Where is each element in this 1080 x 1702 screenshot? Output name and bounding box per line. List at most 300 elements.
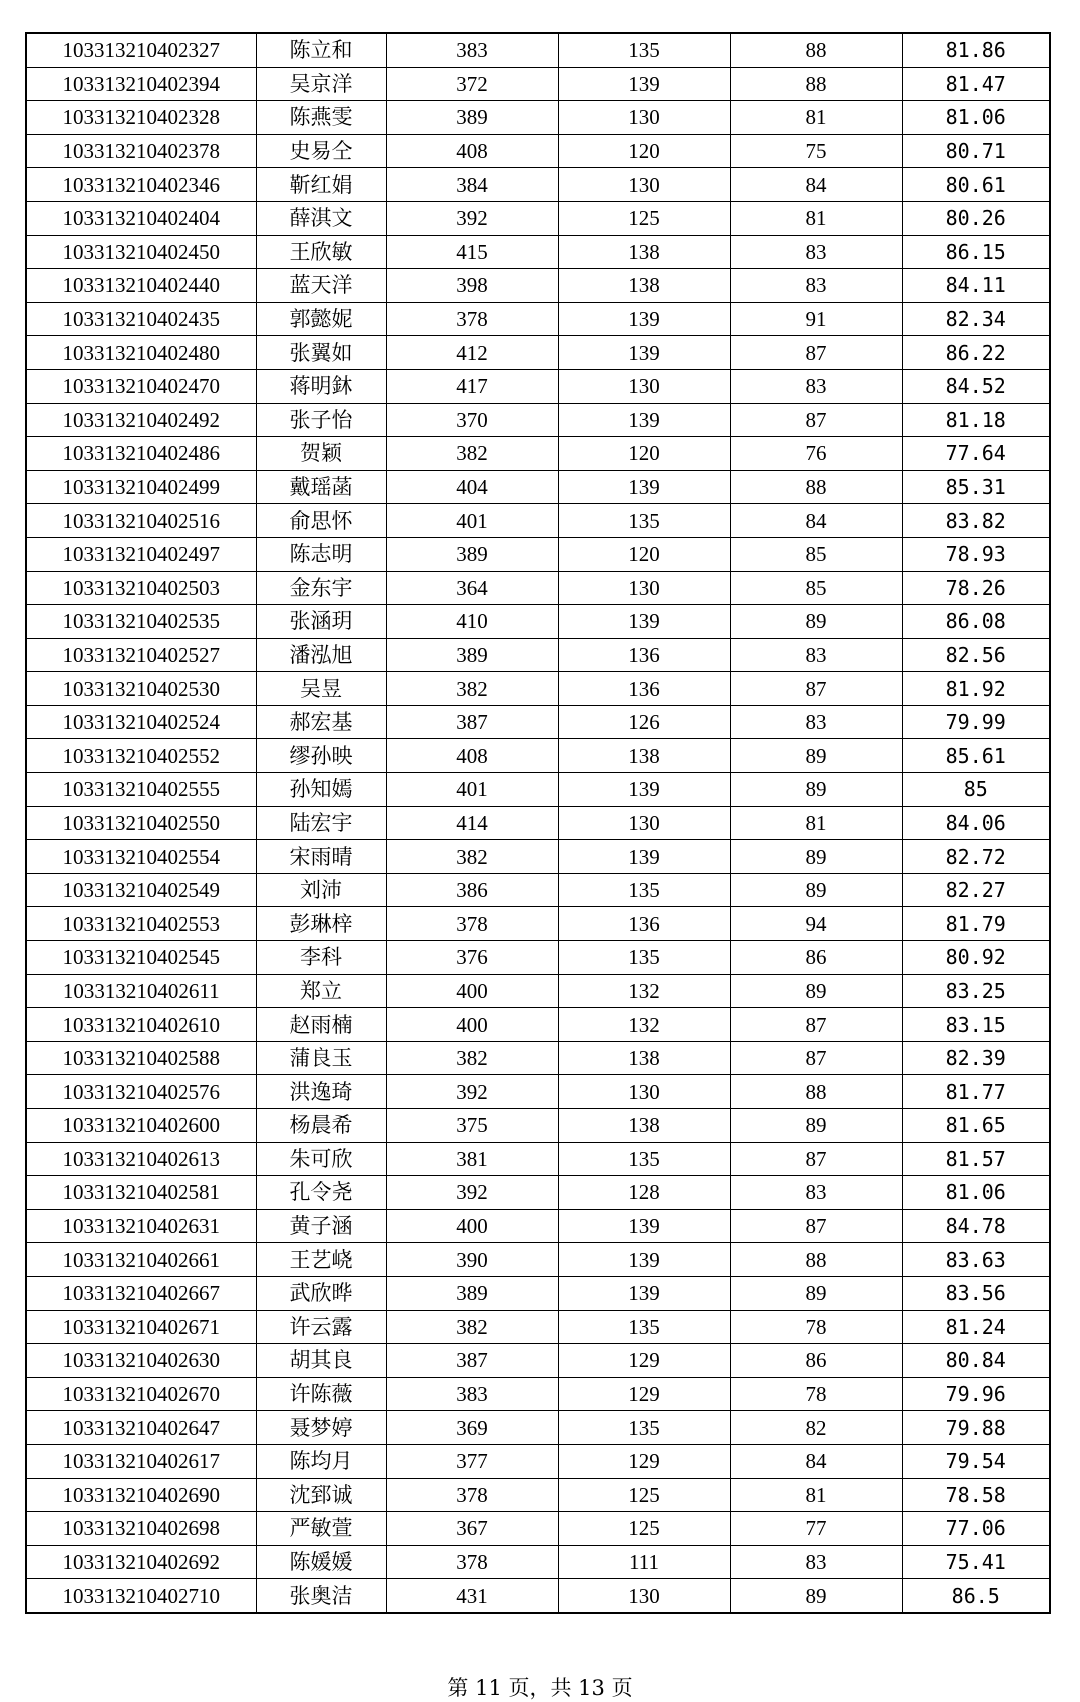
score-b-cell: 139 — [558, 302, 730, 336]
score-b-cell: 138 — [558, 269, 730, 303]
table-row — [26, 302, 1050, 336]
candidate-name-cell: 蓝天洋 — [256, 269, 386, 303]
candidate-name-cell: 陈志明 — [256, 537, 386, 571]
total-score-cell: 378 — [386, 907, 558, 941]
total-score-cell: 431 — [386, 1579, 558, 1613]
final-score-cell: 82.39 — [902, 1041, 1050, 1075]
score-b-cell: 130 — [558, 101, 730, 135]
table-row — [26, 1008, 1050, 1042]
final-score-cell: 84.11 — [902, 269, 1050, 303]
total-score-cell: 370 — [386, 403, 558, 437]
candidate-name-cell: 陈媛媛 — [256, 1545, 386, 1579]
candidate-id-cell: 103313210402499 — [26, 470, 256, 504]
candidate-id-cell: 103313210402550 — [26, 806, 256, 840]
table-row — [26, 1109, 1050, 1143]
score-b-cell: 130 — [558, 168, 730, 202]
table-row — [26, 907, 1050, 941]
total-score-cell: 408 — [386, 739, 558, 773]
total-score-cell: 387 — [386, 705, 558, 739]
score-b-cell: 125 — [558, 1512, 730, 1546]
table-row — [26, 840, 1050, 874]
final-score-cell: 81.86 — [902, 33, 1050, 67]
candidate-id-cell: 103313210402647 — [26, 1411, 256, 1445]
candidate-id-cell: 103313210402527 — [26, 638, 256, 672]
final-score-cell: 83.25 — [902, 974, 1050, 1008]
total-score-cell: 382 — [386, 672, 558, 706]
score-b-cell: 138 — [558, 1041, 730, 1075]
score-b-cell: 138 — [558, 235, 730, 269]
candidate-id-cell: 103313210402440 — [26, 269, 256, 303]
final-score-cell: 79.96 — [902, 1377, 1050, 1411]
total-score-cell: 378 — [386, 1478, 558, 1512]
candidate-name-cell: 严敏萱 — [256, 1512, 386, 1546]
total-score-cell: 389 — [386, 638, 558, 672]
total-score-cell: 378 — [386, 302, 558, 336]
final-score-cell: 82.56 — [902, 638, 1050, 672]
candidate-id-cell: 103313210402554 — [26, 840, 256, 874]
candidate-id-cell: 103313210402631 — [26, 1209, 256, 1243]
score-b-cell: 125 — [558, 201, 730, 235]
candidate-name-cell: 缪孙映 — [256, 739, 386, 773]
table-row — [26, 269, 1050, 303]
score-c-cell: 83 — [730, 369, 902, 403]
final-score-cell: 82.72 — [902, 840, 1050, 874]
final-score-cell: 81.47 — [902, 67, 1050, 101]
total-score-cell: 383 — [386, 33, 558, 67]
score-b-cell: 130 — [558, 1075, 730, 1109]
table-row — [26, 504, 1050, 538]
score-c-cell: 87 — [730, 403, 902, 437]
page-number-footer: 第 11 页，共 13 页 — [447, 1676, 633, 1700]
total-score-cell: 376 — [386, 941, 558, 975]
table-row — [26, 974, 1050, 1008]
candidate-name-cell: 孙知嫣 — [256, 773, 386, 807]
score-c-cell: 87 — [730, 1142, 902, 1176]
total-score-cell: 410 — [386, 605, 558, 639]
total-score-cell: 401 — [386, 504, 558, 538]
candidate-id-cell: 103313210402435 — [26, 302, 256, 336]
table-row — [26, 1209, 1050, 1243]
final-score-cell: 81.57 — [902, 1142, 1050, 1176]
score-b-cell: 129 — [558, 1444, 730, 1478]
table-row — [26, 638, 1050, 672]
score-c-cell: 82 — [730, 1411, 902, 1445]
candidate-name-cell: 赵雨楠 — [256, 1008, 386, 1042]
score-b-cell: 120 — [558, 437, 730, 471]
candidate-name-cell: 黄子涵 — [256, 1209, 386, 1243]
score-c-cell: 83 — [730, 235, 902, 269]
candidate-id-cell: 103313210402692 — [26, 1545, 256, 1579]
score-b-cell: 136 — [558, 638, 730, 672]
candidate-id-cell: 103313210402492 — [26, 403, 256, 437]
final-score-cell: 81.65 — [902, 1109, 1050, 1143]
table-row — [26, 336, 1050, 370]
final-score-cell: 81.92 — [902, 672, 1050, 706]
candidate-name-cell: 蒋明鈢 — [256, 369, 386, 403]
final-score-cell: 86.22 — [902, 336, 1050, 370]
score-b-cell: 120 — [558, 134, 730, 168]
score-b-cell: 130 — [558, 1579, 730, 1613]
final-score-cell: 78.93 — [902, 537, 1050, 571]
candidate-id-cell: 103313210402346 — [26, 168, 256, 202]
candidate-name-cell: 郭懿妮 — [256, 302, 386, 336]
final-score-cell: 83.82 — [902, 504, 1050, 538]
table-row — [26, 571, 1050, 605]
score-c-cell: 91 — [730, 302, 902, 336]
table-row — [26, 537, 1050, 571]
candidate-name-cell: 张涵玥 — [256, 605, 386, 639]
candidate-name-cell: 史易仝 — [256, 134, 386, 168]
score-b-cell: 138 — [558, 739, 730, 773]
final-score-cell: 79.88 — [902, 1411, 1050, 1445]
score-c-cell: 89 — [730, 873, 902, 907]
final-score-cell: 80.92 — [902, 941, 1050, 975]
candidate-id-cell: 103313210402328 — [26, 101, 256, 135]
candidate-id-cell: 103313210402617 — [26, 1444, 256, 1478]
score-c-cell: 78 — [730, 1310, 902, 1344]
score-b-cell: 111 — [558, 1545, 730, 1579]
final-score-cell: 79.54 — [902, 1444, 1050, 1478]
table-row — [26, 67, 1050, 101]
score-b-cell: 130 — [558, 571, 730, 605]
score-b-cell: 135 — [558, 1142, 730, 1176]
score-c-cell: 89 — [730, 1276, 902, 1310]
final-score-cell: 81.79 — [902, 907, 1050, 941]
table-row — [26, 806, 1050, 840]
total-score-cell: 417 — [386, 369, 558, 403]
candidate-name-cell: 郑立 — [256, 974, 386, 1008]
final-score-cell: 81.24 — [902, 1310, 1050, 1344]
total-score-cell: 386 — [386, 873, 558, 907]
table-row — [26, 672, 1050, 706]
candidate-name-cell: 金东宇 — [256, 571, 386, 605]
score-c-cell: 87 — [730, 672, 902, 706]
score-c-cell: 89 — [730, 739, 902, 773]
candidate-id-cell: 103313210402480 — [26, 336, 256, 370]
total-score-cell: 384 — [386, 168, 558, 202]
total-score-cell: 392 — [386, 1075, 558, 1109]
score-c-cell: 89 — [730, 605, 902, 639]
candidate-id-cell: 103313210402600 — [26, 1109, 256, 1143]
table-row — [26, 1176, 1050, 1210]
score-c-cell: 83 — [730, 1176, 902, 1210]
score-c-cell: 87 — [730, 336, 902, 370]
candidate-id-cell: 103313210402610 — [26, 1008, 256, 1042]
candidate-name-cell: 武欣晔 — [256, 1276, 386, 1310]
final-score-cell: 81.06 — [902, 101, 1050, 135]
candidate-name-cell: 潘泓旭 — [256, 638, 386, 672]
table-row — [26, 941, 1050, 975]
candidate-name-cell: 吴昱 — [256, 672, 386, 706]
candidate-id-cell: 103313210402670 — [26, 1377, 256, 1411]
table-row — [26, 1444, 1050, 1478]
candidate-name-cell: 戴瑶菡 — [256, 470, 386, 504]
table-row — [26, 1512, 1050, 1546]
score-b-cell: 139 — [558, 605, 730, 639]
total-score-cell: 382 — [386, 1041, 558, 1075]
score-c-cell: 78 — [730, 1377, 902, 1411]
final-score-cell: 78.58 — [902, 1478, 1050, 1512]
candidate-name-cell: 蒲良玉 — [256, 1041, 386, 1075]
score-c-cell: 89 — [730, 974, 902, 1008]
candidate-name-cell: 陆宏宇 — [256, 806, 386, 840]
candidate-id-cell: 103313210402524 — [26, 705, 256, 739]
candidate-id-cell: 103313210402661 — [26, 1243, 256, 1277]
candidate-id-cell: 103313210402516 — [26, 504, 256, 538]
score-b-cell: 139 — [558, 773, 730, 807]
final-score-cell: 75.41 — [902, 1545, 1050, 1579]
total-score-cell: 404 — [386, 470, 558, 504]
score-c-cell: 89 — [730, 1109, 902, 1143]
table-row — [26, 437, 1050, 471]
score-b-cell: 138 — [558, 1109, 730, 1143]
table-row — [26, 1344, 1050, 1378]
final-score-cell: 85.31 — [902, 470, 1050, 504]
score-c-cell: 88 — [730, 67, 902, 101]
score-b-cell: 139 — [558, 1209, 730, 1243]
candidate-name-cell: 王艺峣 — [256, 1243, 386, 1277]
score-c-cell: 88 — [730, 1075, 902, 1109]
final-score-cell: 84.52 — [902, 369, 1050, 403]
candidate-id-cell: 103313210402530 — [26, 672, 256, 706]
score-c-cell: 81 — [730, 101, 902, 135]
candidate-name-cell: 张翼如 — [256, 336, 386, 370]
score-table — [25, 32, 1051, 1614]
table-row — [26, 1276, 1050, 1310]
total-score-cell: 382 — [386, 840, 558, 874]
total-score-cell: 401 — [386, 773, 558, 807]
score-b-cell: 139 — [558, 1276, 730, 1310]
total-score-cell: 369 — [386, 1411, 558, 1445]
candidate-id-cell: 103313210402555 — [26, 773, 256, 807]
score-c-cell: 84 — [730, 504, 902, 538]
total-score-cell: 390 — [386, 1243, 558, 1277]
candidate-name-cell: 郝宏基 — [256, 705, 386, 739]
score-b-cell: 126 — [558, 705, 730, 739]
score-b-cell: 135 — [558, 1411, 730, 1445]
candidate-name-cell: 李科 — [256, 941, 386, 975]
total-score-cell: 367 — [386, 1512, 558, 1546]
score-c-cell: 86 — [730, 1344, 902, 1378]
score-b-cell: 128 — [558, 1176, 730, 1210]
candidate-id-cell: 103313210402613 — [26, 1142, 256, 1176]
total-score-cell: 389 — [386, 101, 558, 135]
score-c-cell: 81 — [730, 201, 902, 235]
candidate-id-cell: 103313210402671 — [26, 1310, 256, 1344]
total-score-cell: 400 — [386, 974, 558, 1008]
candidate-id-cell: 103313210402404 — [26, 201, 256, 235]
total-score-cell: 387 — [386, 1344, 558, 1378]
candidate-id-cell: 103313210402553 — [26, 907, 256, 941]
final-score-cell: 86.08 — [902, 605, 1050, 639]
score-b-cell: 139 — [558, 840, 730, 874]
final-score-cell: 85 — [902, 773, 1050, 807]
candidate-name-cell: 陈均月 — [256, 1444, 386, 1478]
final-score-cell: 81.18 — [902, 403, 1050, 437]
total-score-cell: 389 — [386, 1276, 558, 1310]
total-score-cell: 398 — [386, 269, 558, 303]
score-c-cell: 85 — [730, 537, 902, 571]
total-score-cell: 375 — [386, 1109, 558, 1143]
score-b-cell: 120 — [558, 537, 730, 571]
score-c-cell: 77 — [730, 1512, 902, 1546]
final-score-cell: 86.15 — [902, 235, 1050, 269]
score-b-cell: 139 — [558, 403, 730, 437]
final-score-cell: 78.26 — [902, 571, 1050, 605]
score-c-cell: 85 — [730, 571, 902, 605]
candidate-name-cell: 王欣敏 — [256, 235, 386, 269]
score-c-cell: 81 — [730, 806, 902, 840]
table-row — [26, 1075, 1050, 1109]
candidate-name-cell: 靳红娟 — [256, 168, 386, 202]
total-score-cell: 392 — [386, 1176, 558, 1210]
score-c-cell: 84 — [730, 1444, 902, 1478]
candidate-id-cell: 103313210402667 — [26, 1276, 256, 1310]
score-b-cell: 130 — [558, 806, 730, 840]
table-row — [26, 403, 1050, 437]
table-row — [26, 1310, 1050, 1344]
score-c-cell: 89 — [730, 1579, 902, 1613]
final-score-cell: 85.61 — [902, 739, 1050, 773]
candidate-name-cell: 吴京洋 — [256, 67, 386, 101]
score-b-cell: 135 — [558, 1310, 730, 1344]
final-score-cell: 82.34 — [902, 302, 1050, 336]
candidate-name-cell: 许云露 — [256, 1310, 386, 1344]
total-score-cell: 372 — [386, 67, 558, 101]
table-row — [26, 235, 1050, 269]
table-row — [26, 1411, 1050, 1445]
final-score-cell: 81.06 — [902, 1176, 1050, 1210]
score-b-cell: 135 — [558, 504, 730, 538]
candidate-id-cell: 103313210402535 — [26, 605, 256, 639]
candidate-name-cell: 俞思怀 — [256, 504, 386, 538]
table-row — [26, 605, 1050, 639]
total-score-cell: 392 — [386, 201, 558, 235]
table-row — [26, 1377, 1050, 1411]
candidate-name-cell: 刘沛 — [256, 873, 386, 907]
final-score-cell: 82.27 — [902, 873, 1050, 907]
table-row — [26, 101, 1050, 135]
score-c-cell: 94 — [730, 907, 902, 941]
final-score-cell: 81.77 — [902, 1075, 1050, 1109]
score-b-cell: 136 — [558, 672, 730, 706]
candidate-id-cell: 103313210402486 — [26, 437, 256, 471]
score-c-cell: 87 — [730, 1041, 902, 1075]
candidate-name-cell: 胡其良 — [256, 1344, 386, 1378]
score-table-body — [26, 33, 1050, 1613]
total-score-cell: 400 — [386, 1008, 558, 1042]
table-row — [26, 369, 1050, 403]
candidate-id-cell: 103313210402576 — [26, 1075, 256, 1109]
candidate-id-cell: 103313210402394 — [26, 67, 256, 101]
candidate-id-cell: 103313210402545 — [26, 941, 256, 975]
candidate-name-cell: 薛淇文 — [256, 201, 386, 235]
candidate-name-cell: 陈燕雯 — [256, 101, 386, 135]
candidate-id-cell: 103313210402611 — [26, 974, 256, 1008]
table-row — [26, 33, 1050, 67]
score-c-cell: 83 — [730, 705, 902, 739]
candidate-id-cell: 103313210402588 — [26, 1041, 256, 1075]
table-row — [26, 134, 1050, 168]
total-score-cell: 400 — [386, 1209, 558, 1243]
candidate-name-cell: 宋雨晴 — [256, 840, 386, 874]
final-score-cell: 84.78 — [902, 1209, 1050, 1243]
total-score-cell: 378 — [386, 1545, 558, 1579]
score-c-cell: 83 — [730, 269, 902, 303]
score-c-cell: 86 — [730, 941, 902, 975]
score-c-cell: 81 — [730, 1478, 902, 1512]
score-c-cell: 83 — [730, 638, 902, 672]
total-score-cell: 415 — [386, 235, 558, 269]
table-row — [26, 201, 1050, 235]
score-b-cell: 125 — [558, 1478, 730, 1512]
candidate-id-cell: 103313210402552 — [26, 739, 256, 773]
score-c-cell: 88 — [730, 470, 902, 504]
candidate-id-cell: 103313210402630 — [26, 1344, 256, 1378]
score-c-cell: 89 — [730, 773, 902, 807]
score-b-cell: 132 — [558, 974, 730, 1008]
table-row — [26, 773, 1050, 807]
score-b-cell: 135 — [558, 33, 730, 67]
score-c-cell: 88 — [730, 33, 902, 67]
total-score-cell: 412 — [386, 336, 558, 370]
score-c-cell: 75 — [730, 134, 902, 168]
final-score-cell: 84.06 — [902, 806, 1050, 840]
candidate-name-cell: 杨晨希 — [256, 1109, 386, 1143]
candidate-name-cell: 孔令尧 — [256, 1176, 386, 1210]
final-score-cell: 80.84 — [902, 1344, 1050, 1378]
score-c-cell: 76 — [730, 437, 902, 471]
total-score-cell: 383 — [386, 1377, 558, 1411]
candidate-name-cell: 朱可欣 — [256, 1142, 386, 1176]
candidate-name-cell: 沈郅诚 — [256, 1478, 386, 1512]
candidate-id-cell: 103313210402690 — [26, 1478, 256, 1512]
score-b-cell: 135 — [558, 941, 730, 975]
candidate-id-cell: 103313210402581 — [26, 1176, 256, 1210]
table-row — [26, 739, 1050, 773]
total-score-cell: 381 — [386, 1142, 558, 1176]
final-score-cell: 80.26 — [902, 201, 1050, 235]
score-c-cell: 87 — [730, 1008, 902, 1042]
score-c-cell: 83 — [730, 1545, 902, 1579]
score-b-cell: 139 — [558, 470, 730, 504]
candidate-name-cell: 聂梦婷 — [256, 1411, 386, 1445]
final-score-cell: 80.61 — [902, 168, 1050, 202]
total-score-cell: 414 — [386, 806, 558, 840]
table-row — [26, 1243, 1050, 1277]
final-score-cell: 83.56 — [902, 1276, 1050, 1310]
score-b-cell: 135 — [558, 873, 730, 907]
table-row — [26, 168, 1050, 202]
total-score-cell: 382 — [386, 437, 558, 471]
candidate-id-cell: 103313210402497 — [26, 537, 256, 571]
candidate-id-cell: 103313210402470 — [26, 369, 256, 403]
final-score-cell: 79.99 — [902, 705, 1050, 739]
score-b-cell: 139 — [558, 336, 730, 370]
final-score-cell: 83.63 — [902, 1243, 1050, 1277]
score-b-cell: 129 — [558, 1344, 730, 1378]
score-b-cell: 136 — [558, 907, 730, 941]
candidate-id-cell: 103313210402549 — [26, 873, 256, 907]
total-score-cell: 377 — [386, 1444, 558, 1478]
score-b-cell: 129 — [558, 1377, 730, 1411]
candidate-name-cell: 彭琳梓 — [256, 907, 386, 941]
score-c-cell: 89 — [730, 840, 902, 874]
table-row — [26, 1545, 1050, 1579]
final-score-cell: 83.15 — [902, 1008, 1050, 1042]
final-score-cell: 77.64 — [902, 437, 1050, 471]
candidate-id-cell: 103313210402503 — [26, 571, 256, 605]
